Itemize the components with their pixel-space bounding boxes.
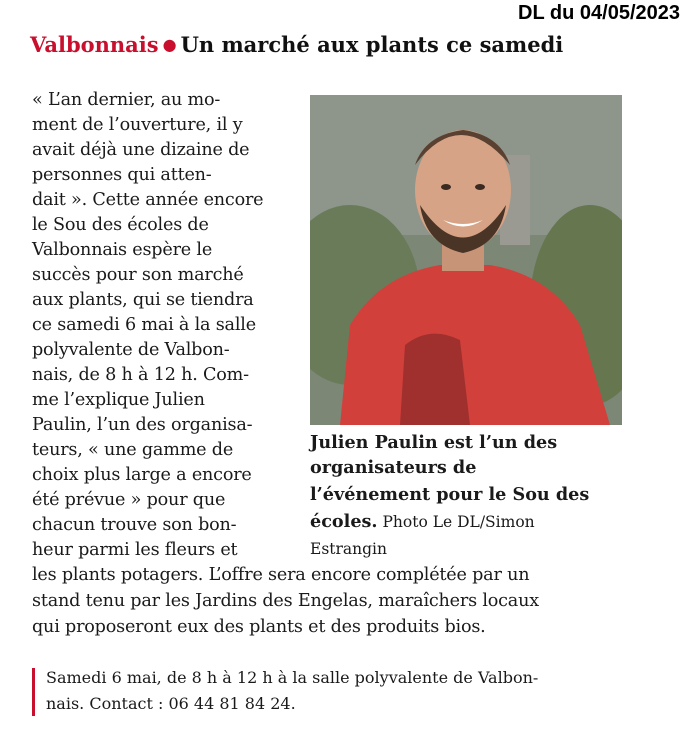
body-line: choix plus large a encore [32, 465, 252, 485]
caption-bold: écoles. [310, 511, 378, 532]
caption-line: Julien Paulin est l’un des [310, 432, 558, 453]
body-line: ce samedi 6 mai à la salle [32, 315, 256, 335]
body-line: succès pour son marché [32, 265, 244, 285]
source-stamp: DL du 04/05/2023 [518, 2, 680, 24]
body-line: qui proposeront eux des plants et des produits bios. [32, 617, 486, 637]
body-line: Paulin, l’un des organisa- [32, 415, 253, 435]
body-line: polyvalente de Valbon- [32, 340, 230, 360]
info-line: Samedi 6 mai, de 8 h à 12 h à la salle polyvalente de Valbon- [46, 668, 539, 687]
info-accent-bar [32, 668, 35, 716]
caption-line: l’événement pour le Sou des [310, 484, 590, 505]
body-line: personnes qui atten- [32, 165, 212, 185]
body-line: stand tenu par les Jardins des Engelas, maraîchers locaux [32, 591, 539, 611]
body-line: chacun trouve son bon- [32, 515, 237, 535]
caption-line [310, 510, 535, 534]
info-line: nais. Contact : 06 44 81 84 24. [46, 694, 296, 713]
headline-title: Un marché aux plants ce samedi [180, 32, 564, 57]
photo-credit: Photo Le DL/Simon [377, 513, 535, 531]
body-line: teurs, « une gamme de [32, 440, 234, 460]
body-line: dait ». Cette année encore [32, 190, 264, 210]
body-line: ment de l’ouverture, il y [32, 115, 243, 135]
body-line: été prévue » pour que [32, 490, 226, 510]
body-line: les plants potagers. L’offre sera encore complétée par un [32, 565, 530, 585]
photo-credit: Estrangin [310, 540, 387, 558]
headline-dot-icon: ● [162, 35, 177, 54]
body-line: avait déjà une dizaine de [32, 140, 250, 160]
body-line: heur parmi les fleurs et [32, 540, 238, 560]
caption-line: organisateurs de [310, 457, 477, 478]
body-line: Valbonnais espère le [32, 240, 213, 260]
body-line: aux plants, qui se tiendra [32, 290, 254, 310]
headline [30, 30, 563, 60]
body-line: me l’explique Julien [32, 390, 205, 410]
body-line: le Sou des écoles de [32, 215, 209, 235]
headline-place: Valbonnais [30, 32, 159, 57]
article-photo [310, 95, 622, 425]
body-line: nais, de 8 h à 12 h. Com- [32, 365, 249, 385]
body-line: « L’an dernier, au mo- [32, 90, 221, 110]
portrait-illustration [310, 95, 622, 425]
